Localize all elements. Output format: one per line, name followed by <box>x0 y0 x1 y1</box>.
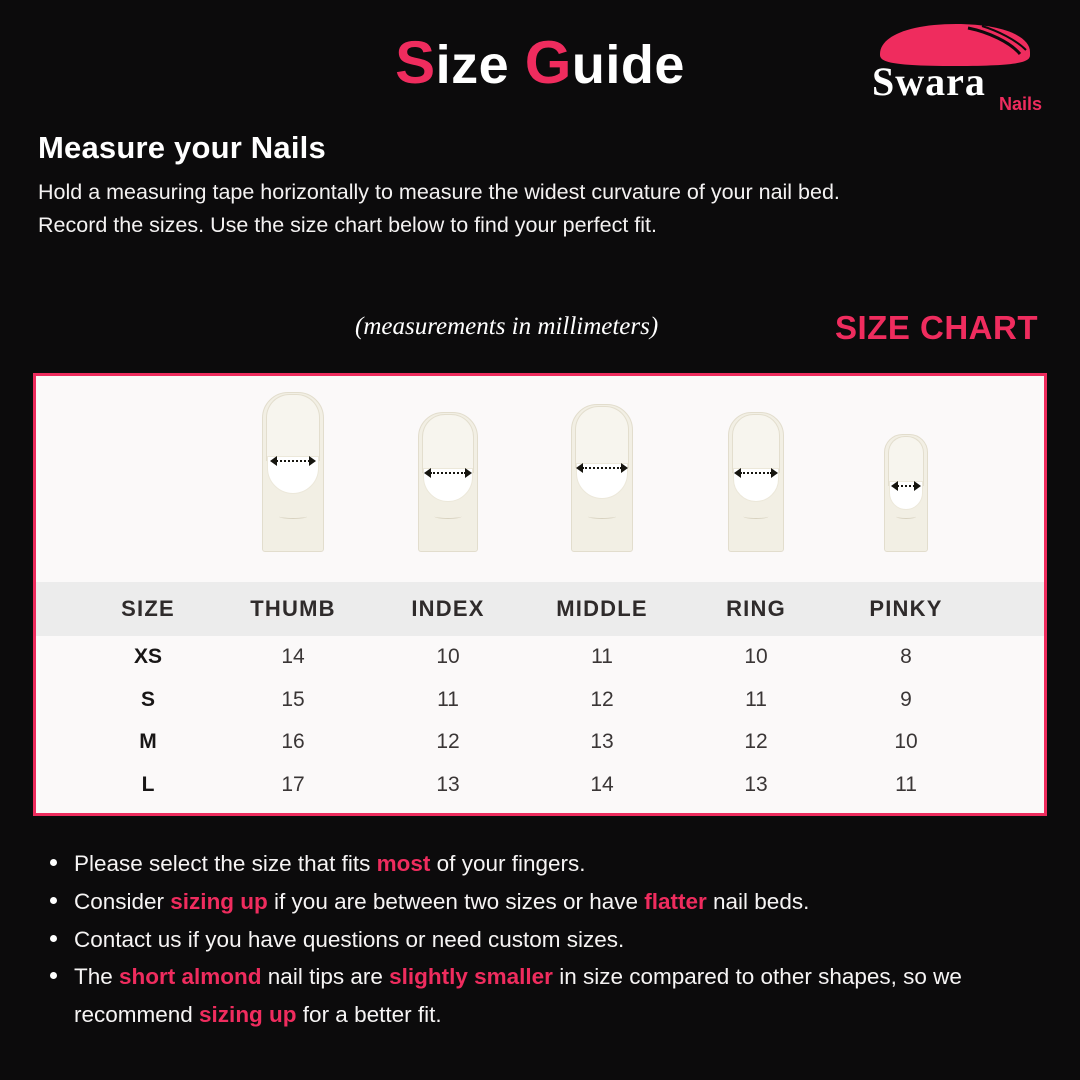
nail-crease-line <box>588 514 616 519</box>
header <box>0 0 1080 112</box>
note-item <box>42 921 1042 959</box>
note-text: The <box>74 964 120 990</box>
page-title-cap-g: G <box>524 29 572 96</box>
note-item <box>42 883 1042 921</box>
note-highlight: sizing up <box>170 888 268 914</box>
table-row <box>36 636 1044 679</box>
nail-free-edge <box>888 436 924 486</box>
bullet-icon <box>50 859 57 866</box>
note-item <box>42 958 1042 1034</box>
arrow-head-right <box>914 481 921 491</box>
arrow-head-right <box>465 468 472 478</box>
measure-heading: Measure your Nails <box>38 130 326 165</box>
table-cell-measurement: 10 <box>436 645 460 668</box>
table-header-cell: INDEX <box>411 596 485 621</box>
table-body <box>36 636 1044 813</box>
note-text: Contact us if you have questions or need custom sizes. <box>74 926 625 952</box>
nail-tip-illustration <box>831 376 981 582</box>
nail-tip-illustration <box>527 376 677 582</box>
table-cell-measurement: 10 <box>744 645 768 668</box>
table-header-cell: RING <box>726 596 786 621</box>
table-cell-measurement: 14 <box>590 772 614 796</box>
note-item <box>42 845 1042 883</box>
width-measure-arrow <box>734 468 778 478</box>
nail-crease-line <box>896 514 916 519</box>
note-text: Please select the size that fits <box>74 851 377 876</box>
table-cell-size: M <box>139 730 157 753</box>
table-cell-measurement: 11 <box>895 772 917 796</box>
page-title-rest-uide: uide <box>571 35 685 95</box>
table-header-cell: SIZE <box>121 596 175 621</box>
note-highlight: slightly smaller <box>389 964 553 990</box>
note-text: nail beds. <box>706 888 810 914</box>
nail-free-edge <box>575 406 629 468</box>
table-cell-size: XS <box>133 645 162 668</box>
table-header-cell: THUMB <box>250 596 336 621</box>
arrow-head-left <box>891 481 898 491</box>
table-cell-size: L <box>141 772 155 796</box>
table-cell-measurement: 12 <box>436 730 460 753</box>
table-header-cell: MIDDLE <box>556 596 648 621</box>
nail-illustrations <box>36 376 1044 582</box>
width-measure-arrow <box>891 481 921 491</box>
brand-name: Swara <box>872 59 986 104</box>
table-cell-size: S <box>140 687 155 711</box>
table-cell-measurement: 11 <box>437 687 459 711</box>
nail-crease-line <box>743 514 768 519</box>
table-cell-measurement: 9 <box>900 687 912 711</box>
arrow-head-right <box>309 456 316 466</box>
table-cell-measurement: 15 <box>281 687 305 711</box>
table-cell-measurement: 13 <box>744 772 768 796</box>
nail-tip-illustration <box>218 376 368 582</box>
note-text: nail tips are <box>261 964 390 990</box>
measure-line-2: Record the sizes. Use the size chart below to find your perfect fit. <box>38 213 658 238</box>
table-header-cell: PINKY <box>869 596 943 621</box>
note-text: if you are between two sizes or have <box>267 888 645 914</box>
table-cell-measurement: 12 <box>744 730 768 753</box>
nail-tip-illustration <box>681 376 831 582</box>
notes-list <box>42 845 1042 1034</box>
width-measure-arrow <box>576 463 628 473</box>
note-highlight: sizing up <box>199 1002 297 1028</box>
table-header-row <box>36 582 1044 636</box>
table-cell-measurement: 17 <box>281 772 305 796</box>
arrow-line <box>897 485 915 487</box>
brand-subtitle: Nails <box>998 94 1042 114</box>
note-text: so we recommend <box>74 964 962 1028</box>
note-text: Consider <box>74 888 171 914</box>
page-title-rest-ize: ize <box>435 35 525 95</box>
width-measure-arrow <box>424 468 472 478</box>
note-text: for a better fit. <box>296 1002 442 1028</box>
table-row <box>36 721 1044 764</box>
arrow-line <box>430 472 466 474</box>
bullet-icon <box>50 972 57 979</box>
table-cell-measurement: 10 <box>894 730 918 753</box>
note-text: in size compared to other shapes, <box>552 964 897 990</box>
table-row <box>36 679 1044 722</box>
bullet-icon <box>50 897 57 904</box>
table-cell-measurement: 11 <box>591 645 613 668</box>
brand-logo <box>862 22 1042 130</box>
nail-crease-line <box>435 514 462 519</box>
nail-crease-line <box>279 514 307 519</box>
nail-shape <box>571 404 633 552</box>
nail-tip-illustration <box>373 376 523 582</box>
arrow-head-left <box>270 456 277 466</box>
nail-free-edge <box>422 414 474 473</box>
arrow-head-left <box>424 468 431 478</box>
note-highlight: flatter <box>644 888 707 914</box>
nail-shape <box>728 412 784 552</box>
table-cell-measurement: 11 <box>745 687 767 711</box>
arrow-line <box>276 460 310 462</box>
measure-section <box>38 130 1048 243</box>
note-highlight: short almond <box>119 964 262 990</box>
chart-caption-row <box>0 309 1080 359</box>
table-cell-measurement: 16 <box>281 730 305 753</box>
arrow-line <box>740 472 772 474</box>
note-highlight: most <box>376 851 431 876</box>
nail-free-edge <box>266 394 320 461</box>
size-chart-card <box>33 373 1047 816</box>
table-cell-measurement: 13 <box>436 772 460 796</box>
arrow-line <box>582 467 622 469</box>
table-cell-measurement: 12 <box>590 687 614 711</box>
table-row <box>36 764 1044 807</box>
width-measure-arrow <box>270 456 316 466</box>
arrow-head-right <box>771 468 778 478</box>
arrow-head-right <box>621 463 628 473</box>
nail-shape <box>884 434 928 552</box>
units-note: (measurements in millimeters) <box>355 313 659 340</box>
table-cell-measurement: 8 <box>900 645 912 668</box>
nail-shape <box>418 412 478 552</box>
nail-free-edge <box>732 414 780 473</box>
nail-shape <box>262 392 324 552</box>
bullet-icon <box>50 935 57 942</box>
arrow-head-left <box>734 468 741 478</box>
table-cell-measurement: 13 <box>590 730 614 753</box>
size-chart-label: SIZE CHART <box>835 309 1038 346</box>
measure-line-1: Hold a measuring tape horizontally to measure the widest curvature of your nail bed. <box>38 180 840 204</box>
arrow-head-left <box>576 463 583 473</box>
note-text: of your fingers. <box>430 851 586 876</box>
page-title-cap-s: S <box>395 29 436 96</box>
table-cell-measurement: 14 <box>281 645 305 668</box>
